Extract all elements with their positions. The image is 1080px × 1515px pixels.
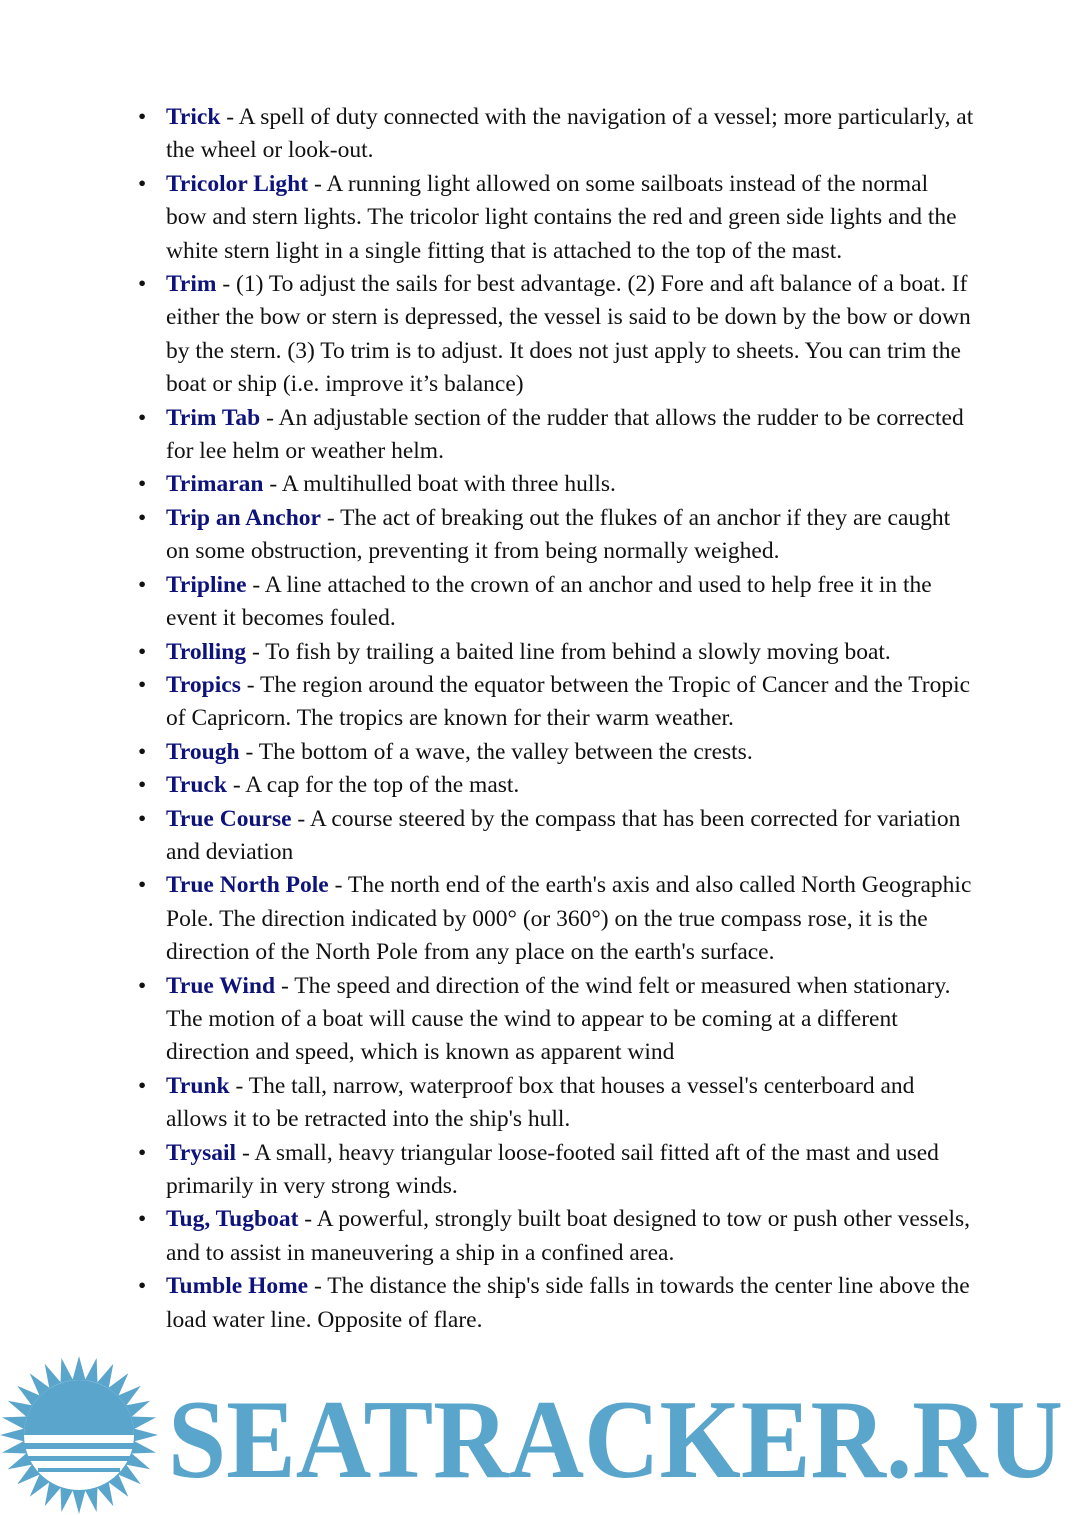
glossary-definition: - A running light allowed on some sailboats instead of the normal bow and stern lights. The tricolor light contains the red and green side lights and the white stern light in a single fitting that is attached to the top of the mast. bbox=[166, 170, 957, 264]
glossary-term: Trim Tab bbox=[166, 404, 261, 431]
glossary-term: Tug, Tugboat bbox=[166, 1206, 299, 1233]
glossary-term: Trimaran bbox=[166, 471, 264, 498]
glossary-entry bbox=[138, 636, 974, 669]
glossary-entry bbox=[138, 569, 974, 636]
glossary-definition: - The region around the equator between the Tropic of Cancer and the Tropic of Capricorn. The tropics are known for their warm weather. bbox=[166, 671, 971, 732]
glossary-entry bbox=[138, 669, 974, 736]
glossary-entry bbox=[138, 769, 974, 802]
glossary-definition: - The north end of the earth's axis and also called North Geographic Pole. The direction indicated by 000° (or 360°) on the true compass rose, it is the direction of the North Pole from any place on the earth's surface. bbox=[166, 872, 972, 966]
glossary-definition: - The tall, narrow, waterproof box that houses a vessel's centerboard and allows it to be retracted into the ship's hull. bbox=[166, 1072, 915, 1133]
glossary-definition: - A cap for the top of the mast. bbox=[226, 772, 520, 799]
glossary-entry bbox=[138, 268, 974, 402]
glossary-definition: - A line attached to the crown of an anchor and used to help free it in the event it becomes fouled. bbox=[166, 571, 932, 632]
glossary-term: Trim bbox=[166, 271, 217, 298]
glossary-term: Trip an Anchor bbox=[166, 504, 321, 531]
glossary-entry bbox=[138, 168, 974, 268]
glossary-term: Trunk bbox=[166, 1072, 230, 1099]
glossary-term: Truck bbox=[166, 772, 227, 799]
sun-burst-icon bbox=[0, 1356, 158, 1514]
glossary-entry bbox=[138, 1203, 974, 1270]
glossary-entry bbox=[138, 1137, 974, 1204]
glossary-term: True Wind bbox=[166, 972, 276, 999]
glossary-entry bbox=[138, 970, 974, 1070]
glossary-entry bbox=[138, 468, 974, 501]
watermark-text: SEATRACKER.RU bbox=[168, 1378, 1063, 1502]
glossary-term: Trolling bbox=[166, 638, 247, 665]
glossary-term: Tripline bbox=[166, 571, 247, 598]
glossary-definition: - The bottom of a wave, the valley between the crests. bbox=[239, 738, 753, 765]
glossary-definition: - A small, heavy triangular loose-footed sail fitted aft of the mast and used primarily in very strong winds. bbox=[166, 1139, 939, 1199]
glossary-term: True North Pole bbox=[166, 872, 329, 899]
glossary-term: Trysail bbox=[166, 1139, 237, 1166]
glossary-term: True Course bbox=[166, 805, 292, 832]
glossary-term: Trough bbox=[166, 738, 240, 765]
glossary-entry bbox=[138, 502, 974, 569]
glossary-entry bbox=[138, 402, 974, 469]
glossary-definition: - An adjustable section of the rudder that allows the rudder to be corrected for lee helm or weather helm. bbox=[166, 404, 964, 465]
glossary-term: Tricolor Light bbox=[166, 170, 309, 197]
glossary-definition: - The speed and direction of the wind felt or measured when stationary. The motion of a boat will cause the wind to appear to be coming at a different direction and speed, which is known as apparent wind bbox=[166, 972, 951, 1066]
glossary-list bbox=[138, 101, 974, 1337]
glossary-term: Tumble Home bbox=[166, 1273, 309, 1300]
watermark-logo bbox=[0, 1355, 1080, 1515]
glossary-definition: - (1) To adjust the sails for best advantage. (2) Fore and aft balance of a boat. If either the bow or stern is depressed, the vessel is said to be down by the bow or down by the stern. (3) To trim is to adjust. It does not just apply to sheets. You can trim the boat or ship (i.e. improve it’s balance) bbox=[166, 271, 971, 398]
glossary-definition: - The act of breaking out the flukes of an anchor if they are caught on some obstruction, preventing it from being normally weighed. bbox=[166, 504, 951, 565]
glossary-definition: - A course steered by the compass that has been corrected for variation and deviation bbox=[166, 805, 961, 865]
glossary-entry bbox=[138, 869, 974, 969]
glossary-definition: - A multihulled boat with three hulls. bbox=[263, 471, 616, 498]
glossary-definition: - To fish by trailing a baited line from behind a slowly moving boat. bbox=[246, 638, 891, 665]
glossary-entry bbox=[138, 1270, 974, 1337]
glossary-term: Trick bbox=[166, 104, 221, 130]
glossary-entry bbox=[138, 803, 974, 870]
glossary-entry bbox=[138, 736, 974, 769]
glossary-entry bbox=[138, 1070, 974, 1137]
glossary-entry bbox=[138, 101, 974, 168]
glossary-term: Tropics bbox=[166, 671, 241, 698]
glossary-definition: - A spell of duty connected with the navigation of a vessel; more particularly, at the wheel or look-out. bbox=[166, 104, 974, 164]
glossary-definition: - The distance the ship's side falls in towards the center line above the load water line. Opposite of flare. bbox=[166, 1273, 970, 1333]
glossary-definition: - A powerful, strongly built boat designed to tow or push other vessels, and to assist in maneuvering a ship in a confined area. bbox=[166, 1206, 971, 1266]
